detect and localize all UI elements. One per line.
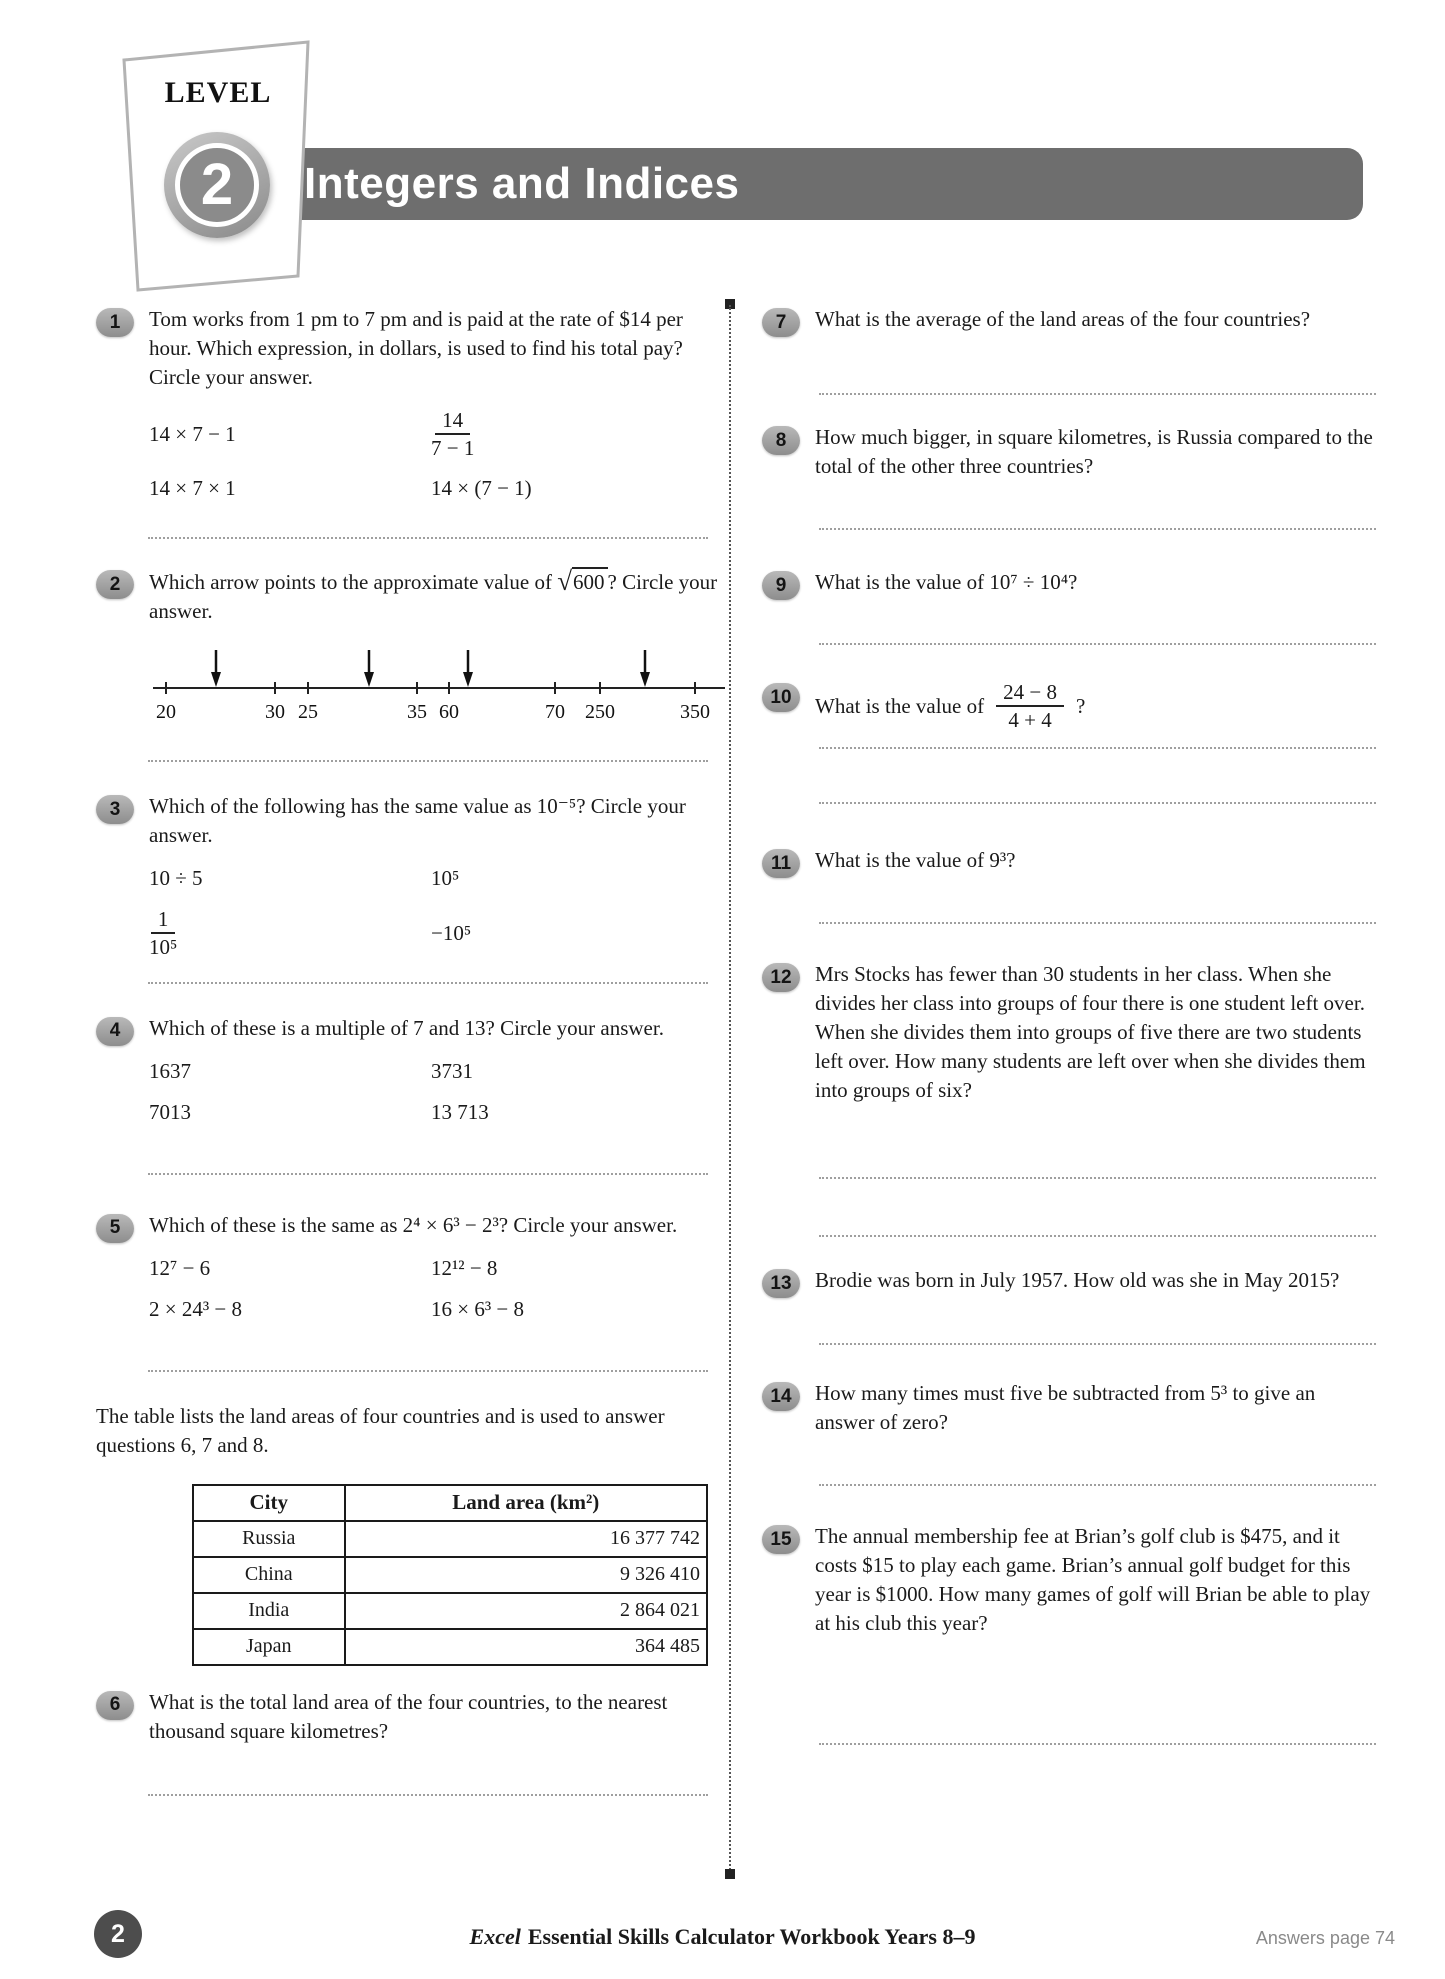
question-6 xyxy=(96,1688,708,1746)
radical-sign: √ xyxy=(557,566,573,597)
option-c: 14 × 7 × 1 xyxy=(149,476,236,501)
separator-line xyxy=(148,537,708,539)
number-line-label: 60 xyxy=(439,701,459,724)
separator-line xyxy=(148,760,708,762)
table-row xyxy=(193,1557,707,1593)
separator-line xyxy=(148,1173,708,1175)
question-number-badge: 12 xyxy=(762,963,800,992)
fraction-expression xyxy=(996,680,1064,732)
answer-options xyxy=(149,408,708,501)
footer-book-title-rest: Essential Skills Calculator Workbook Years 8–9 xyxy=(527,1924,976,1949)
answer-line xyxy=(819,528,1376,530)
question-text: What is the value of 10⁷ ÷ 10⁴? xyxy=(815,570,1078,594)
answer-line xyxy=(819,1343,1376,1345)
option-c: 7013 xyxy=(149,1099,191,1124)
question-4 xyxy=(96,1014,708,1125)
question-number-badge: 13 xyxy=(762,1269,800,1298)
answer-line xyxy=(819,802,1376,804)
number-line xyxy=(149,642,729,734)
fraction-numerator: 14 xyxy=(435,408,470,435)
question-text: Mrs Stocks has fewer than 30 students in her class. When she divides her class into groups of four there is one student left over. When she divides them into groups of five there are two students left over. How many students are left over when she divides them into groups of six? xyxy=(815,962,1366,1103)
answer-line xyxy=(819,1484,1376,1486)
footer-book-title-excel: Excel xyxy=(469,1924,521,1949)
question-text: What is the average of the land areas of the four countries? xyxy=(815,307,1311,331)
number-line-arrow-4 xyxy=(640,650,650,687)
option-a: 12⁷ − 6 xyxy=(149,1255,211,1280)
question-5 xyxy=(96,1211,708,1322)
question-text: Which of the following has the same value as 10⁻⁵? Circle your answer. xyxy=(149,794,686,848)
option-d: 16 × 6³ − 8 xyxy=(431,1296,524,1321)
fraction-numerator: 24 − 8 xyxy=(996,680,1064,707)
answer-line xyxy=(819,393,1376,395)
question-number-badge: 5 xyxy=(96,1214,134,1243)
separator-line xyxy=(148,982,708,984)
separator-line xyxy=(148,1370,708,1372)
table-row xyxy=(193,1593,707,1629)
level-number: 2 xyxy=(175,143,259,227)
number-line-arrow-2 xyxy=(364,650,374,687)
question-number-badge: 15 xyxy=(762,1525,800,1554)
fraction-denominator: 10⁵ xyxy=(149,935,178,960)
footer-page-number: 2 xyxy=(94,1910,142,1958)
table-row xyxy=(193,1521,707,1557)
question-number-badge: 4 xyxy=(96,1017,134,1046)
question-text: How many times must five be subtracted from 5³ to give an answer of zero? xyxy=(815,1381,1316,1435)
number-line-arrow-3 xyxy=(463,650,473,687)
question-text-before: What is the value of xyxy=(815,693,985,718)
answer-line xyxy=(819,922,1376,924)
answer-options xyxy=(149,1059,708,1125)
number-line-label: 70 xyxy=(545,701,565,724)
footer-book-title xyxy=(0,1924,1445,1950)
table-cell-area: 364 485 xyxy=(345,1629,707,1665)
table-cell-city: Russia xyxy=(193,1521,345,1557)
option-d: 13 713 xyxy=(431,1099,489,1124)
question-number-badge: 6 xyxy=(96,1691,134,1720)
question-text: What is the value of 9³? xyxy=(815,848,1016,873)
question-3 xyxy=(96,792,708,959)
column-left xyxy=(96,305,718,1796)
question-11 xyxy=(762,846,1376,878)
table-note: The table lists the land areas of four countries and is used to answer questions 6, 7 and 8. xyxy=(96,1403,665,1457)
question-number-badge: 1 xyxy=(96,308,134,337)
question-text: How much bigger, in square kilometres, is Russia compared to the total of the other three countries? xyxy=(815,425,1373,478)
question-number-badge: 9 xyxy=(762,571,800,600)
question-10 xyxy=(762,680,1376,732)
fraction-denominator: 7 − 1 xyxy=(431,436,475,461)
fraction-denominator: 4 + 4 xyxy=(1008,708,1052,733)
table-cell-area: 16 377 742 xyxy=(345,1521,707,1557)
question-number-badge: 2 xyxy=(96,570,134,599)
option-b: 12¹² − 8 xyxy=(431,1255,498,1280)
question-text xyxy=(815,680,1376,732)
question-number-badge: 7 xyxy=(762,308,800,337)
option-c: 2 × 24³ − 8 xyxy=(149,1296,242,1321)
table-cell-city: China xyxy=(193,1557,345,1593)
fraction-numerator: 1 xyxy=(151,907,176,934)
radicand: 600 xyxy=(572,567,608,594)
square-root-expression xyxy=(557,566,607,597)
question-number-badge: 3 xyxy=(96,795,134,824)
option-d: −10⁵ xyxy=(431,920,472,945)
answer-options xyxy=(149,1256,708,1322)
question-text: Brodie was born in July 1957. How old was she in May 2015? xyxy=(815,1268,1340,1293)
number-line-label: 25 xyxy=(298,701,318,724)
question-text xyxy=(149,567,729,626)
table-header-city: City xyxy=(193,1485,345,1521)
question-7 xyxy=(762,305,1376,337)
option-a: 10 ÷ 5 xyxy=(149,866,203,891)
level-number-circle xyxy=(164,132,270,238)
question-2 xyxy=(96,566,718,734)
number-line-label: 20 xyxy=(156,701,176,724)
option-b: 10⁵ xyxy=(431,866,460,891)
table-cell-area: 2 864 021 xyxy=(345,1593,707,1629)
title-banner xyxy=(258,148,1363,220)
question-1 xyxy=(96,305,708,501)
number-line-arrow-1 xyxy=(211,650,221,687)
option-a: 14 × 7 − 1 xyxy=(149,421,236,446)
answer-line xyxy=(819,1743,1376,1745)
table-cell-city: India xyxy=(193,1593,345,1629)
answer-options xyxy=(149,866,708,959)
column-right xyxy=(762,305,1376,1745)
option-b: 3731 xyxy=(431,1058,473,1083)
number-line-label: 30 xyxy=(265,701,285,724)
option-d: 14 × (7 − 1) xyxy=(431,476,532,501)
question-text: Tom works from 1 pm to 7 pm and is paid at the rate of $14 per hour. Which expression, in dollars, is used to find his total pay? Circle your answer. xyxy=(149,307,683,389)
table-cell-area: 9 326 410 xyxy=(345,1557,707,1593)
table-header-area: Land area (km²) xyxy=(345,1485,707,1521)
separator-line xyxy=(148,1794,708,1796)
number-line-label: 250 xyxy=(585,701,615,724)
question-number-badge: 10 xyxy=(762,683,800,712)
question-13 xyxy=(762,1266,1376,1298)
question-14 xyxy=(762,1379,1376,1437)
question-text-before: Which arrow points to the approximate value of xyxy=(149,570,552,595)
question-9 xyxy=(762,568,1376,600)
question-text: Which of these is the same as 2⁴ × 6³ − 2³? Circle your answer. xyxy=(149,1212,678,1237)
question-8 xyxy=(762,423,1376,481)
number-line-label: 35 xyxy=(407,701,427,724)
table-header-row xyxy=(193,1485,707,1521)
table-row xyxy=(193,1629,707,1665)
option-a: 1637 xyxy=(149,1058,191,1083)
answer-line xyxy=(819,1177,1376,1179)
answer-line xyxy=(819,643,1376,645)
question-text-after: ? xyxy=(1075,693,1086,718)
question-number-badge: 11 xyxy=(762,849,800,878)
number-line-label: 350 xyxy=(680,701,710,724)
level-label: LEVEL xyxy=(164,76,272,109)
option-c-fraction xyxy=(149,907,431,959)
answer-line xyxy=(819,747,1376,749)
question-12 xyxy=(762,960,1376,1105)
question-15 xyxy=(762,1522,1376,1638)
divider-bottom-square xyxy=(725,1869,735,1879)
question-text-after: ? Circle your answer. xyxy=(149,570,718,624)
answer-line xyxy=(819,1235,1376,1237)
option-b-fraction xyxy=(431,408,708,460)
table-cell-city: Japan xyxy=(193,1629,345,1665)
question-text: What is the total land area of the four countries, to the nearest thousand square kilometres? xyxy=(149,1689,668,1743)
question-number-badge: 8 xyxy=(762,426,800,455)
question-text: The annual membership fee at Brian’s golf club is $475, and it costs $15 to play each game. Brian’s annual golf budget for this year is $1000. How many games of golf will Brian be able to play at his club this year? xyxy=(815,1524,1371,1636)
footer-answers-ref: Answers page 74 xyxy=(1255,1928,1395,1948)
question-number-badge: 14 xyxy=(762,1382,800,1411)
question-text: Which of these is a multiple of 7 and 13? Circle your answer. xyxy=(149,1015,664,1040)
land-area-table xyxy=(192,1484,708,1666)
column-divider xyxy=(729,305,731,1877)
page-title: Integers and Indices xyxy=(304,159,740,208)
